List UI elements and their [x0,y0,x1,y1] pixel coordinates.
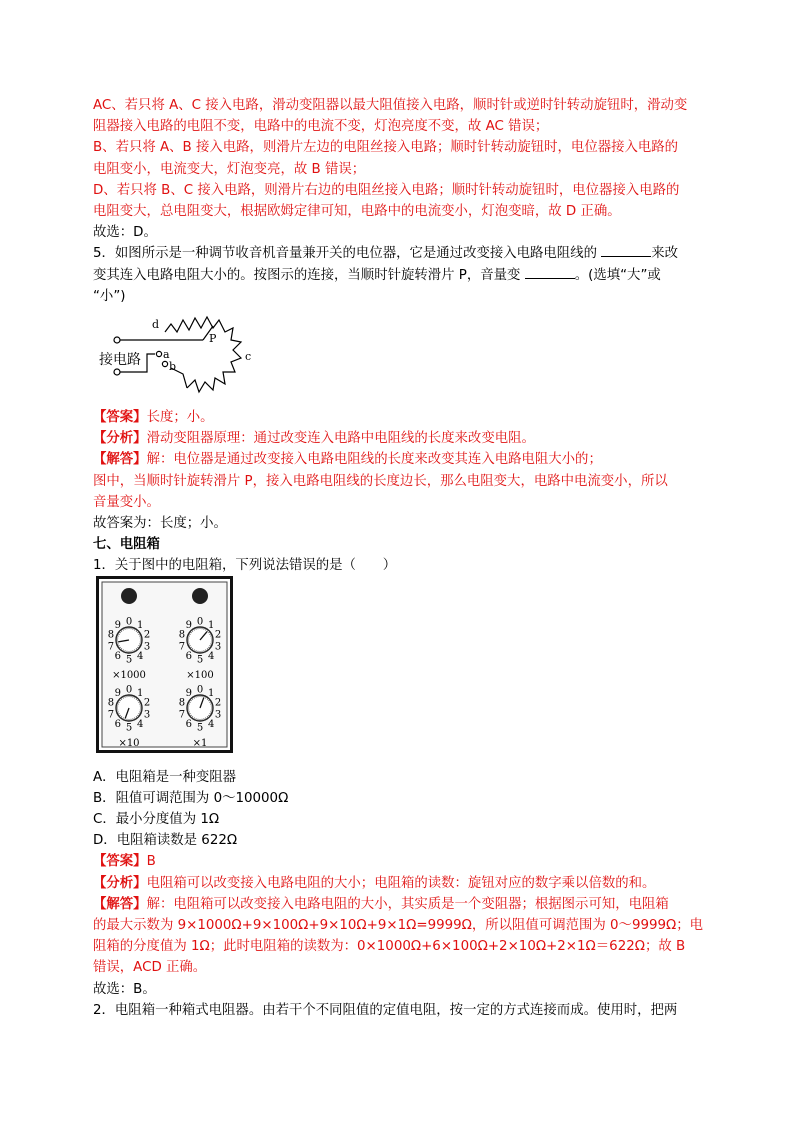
q5-blank-1[interactable] [601,244,651,257]
q5-solution: 【解答】解：电位器是通过改变接入电路电阻线的长度来改变其连入电路电阻大小的； [93,452,602,468]
dial-digit: 1 [207,620,215,632]
dial-digit: 9 [185,688,193,700]
dial-digit: 8 [107,629,115,641]
dial-digit: 9 [114,620,122,632]
dial-digit: 5 [125,722,133,734]
q1-final: 故选：B。 [93,981,156,997]
dial-digit: 2 [143,697,151,709]
dial-digit: 0 [125,616,133,628]
q5-line-1: 5．如图所示是一种调节收音机音量兼开关的电位器，它是通过改变接入电路电阻线的 来改 [93,246,679,262]
q1-stem: 1．关于图中的电阻箱，下列说法错误的是（ ） [93,558,397,574]
dial-digit: 0 [196,684,204,696]
q5-final: 故答案为：长度；小。 [93,516,227,532]
q1-option-b: B．阻值可调范围为 0～10000Ω [93,790,289,806]
terminal-top [114,337,120,343]
dial-digit: 2 [214,697,222,709]
dial-digit: 8 [178,697,186,709]
dial-digit: 7 [107,709,115,721]
dial-digit: 7 [178,709,186,721]
section-title: 七、电阻箱 [93,537,160,553]
dial-digit: 1 [136,688,144,700]
q5-answer: 【答案】长度；小。 [93,410,214,426]
label-b: b [169,360,177,373]
q1-analysis: 【分析】电阻箱可以改变接入电路电阻的大小；电阻箱的读数：旋钮对应的数字乘以倍数的和。 [93,875,656,891]
dial-digit: 3 [214,641,222,653]
intro-line: 阻器接入电路的电阻不变，电路中的电流不变，灯泡亮度不变，故 AC 错误； [93,119,549,135]
terminal-bottom [114,369,120,375]
q1-solution-line: 的最大示数为 9×1000Ω+9×100Ω+9×10Ω+9×1Ω=9999Ω，所以阻值可调范围为 0～9999Ω；电 [93,918,704,934]
q5-analysis: 【分析】滑动变阻器原理：通过改变连入电路中电阻线的长度来改变电阻。 [93,431,535,447]
dial-digit: 6 [185,718,193,730]
dial-digit: 5 [196,654,204,666]
label-d: d [152,318,160,331]
q5-blank-2[interactable] [525,266,575,279]
dial-digit: 5 [125,654,133,666]
intro-line: B、若只将 A、B 接入电路，则滑片左边的电阻丝接入电路；顺时针转动旋钮时，电位器接入电路的 [93,140,679,156]
dial-digit: 4 [136,718,144,730]
q1-solution-line: 阻箱的分度值为 1Ω；此时电阻箱的读数为：0×1000Ω+6×100Ω+2×10Ω+2×1Ω＝622Ω；故 B [93,939,686,955]
q1-option-d: D．电阻箱读数是 622Ω [93,833,238,849]
dial-digit: 3 [143,641,151,653]
dial-digit: 7 [178,641,186,653]
dial-digit: 5 [196,722,204,734]
dial-digit: 4 [207,650,215,662]
label-a: a [163,348,170,361]
q5-solution-line: 音量变小。 [93,494,160,510]
dial-digit: 7 [107,641,115,653]
intro-line: D、若只将 B、C 接入电路，则滑片右边的电阻丝接入电路；顺时针转动旋钮时，电位器接入电路的 [93,182,680,198]
q5-solution-line: 图中，当顺时针旋转滑片 P，接入电路电阻线的长度边长，那么电阻变大，电路中电流变小，所以 [93,473,668,489]
dial-digit: 9 [185,620,193,632]
dial-digit: 9 [114,688,122,700]
dial-digit: 6 [114,650,122,662]
dial-multiplier-label: ×100 [186,670,214,681]
contact-b [162,361,167,366]
label-p: P [209,332,217,345]
dial-digit: 0 [196,616,204,628]
contact-a [156,351,161,356]
potentiometer-figure [95,308,255,400]
q1-option-c: C．最小分度值为 1Ω [93,812,220,828]
label-circuit: 接电路 [99,352,141,368]
q5-line-3: “小”) [93,288,126,304]
label-c: c [245,350,252,363]
q5-line-2: 变其连入电路电阻大小的。按图示的连接，当顺时针旋转滑片 P，音量变 。(选填“大”或 [93,267,661,283]
dial-digit: 2 [214,629,222,641]
dial-digit: 1 [136,620,144,632]
dial-digit: 6 [114,718,122,730]
intro-line: 电阻变小，电流变大，灯泡变亮，故 B 错误； [93,161,366,177]
dial-multiplier-label: ×1 [192,738,208,749]
dial-multiplier-label: ×10 [118,738,140,749]
binding-post-left [121,588,137,604]
dial-digit: 1 [207,688,215,700]
resistance-coil [165,317,241,392]
intro-final: 故选：D。 [93,225,157,241]
dial-digit: 4 [136,650,144,662]
q1-solution: 【解答】解：电阻箱可以改变接入电路电阻的大小，其实质是一个变阻器；根据图示可知，电阻箱 [93,896,669,912]
binding-post-right [192,588,208,604]
document-page [93,95,703,1021]
resistance-box-figure [96,576,233,753]
dial-digit: 6 [185,650,193,662]
q2-stem: 2．电阻箱一种箱式电阻器。由若干个不同阻值的定值电阻，按一定的方式连接而成。使用时，把两 [93,1002,678,1018]
dial-digit: 0 [125,684,133,696]
dial-digit: 2 [143,629,151,641]
dial-digit: 3 [214,709,222,721]
q1-solution-line: 错误，ACD 正确。 [93,960,207,976]
intro-line: 电阻变大，总电阻变大，根据欧姆定律可知，电路中的电流变小，灯泡变暗，故 D 正确。 [93,204,621,220]
q1-answer: 【答案】B [93,854,156,870]
intro-line: AC、若只将 A、C 接入电路，滑动变阻器以最大阻值接入电路，顺时针或逆时针转动旋钮时，滑动变 [93,98,688,113]
dial-digit: 4 [207,718,215,730]
q1-option-a: A．电阻箱是一种变阻器 [93,769,237,785]
dial-multiplier-label: ×1000 [112,670,146,681]
dial-digit: 3 [143,709,151,721]
dial-digit: 8 [178,629,186,641]
dial-digit: 8 [107,697,115,709]
